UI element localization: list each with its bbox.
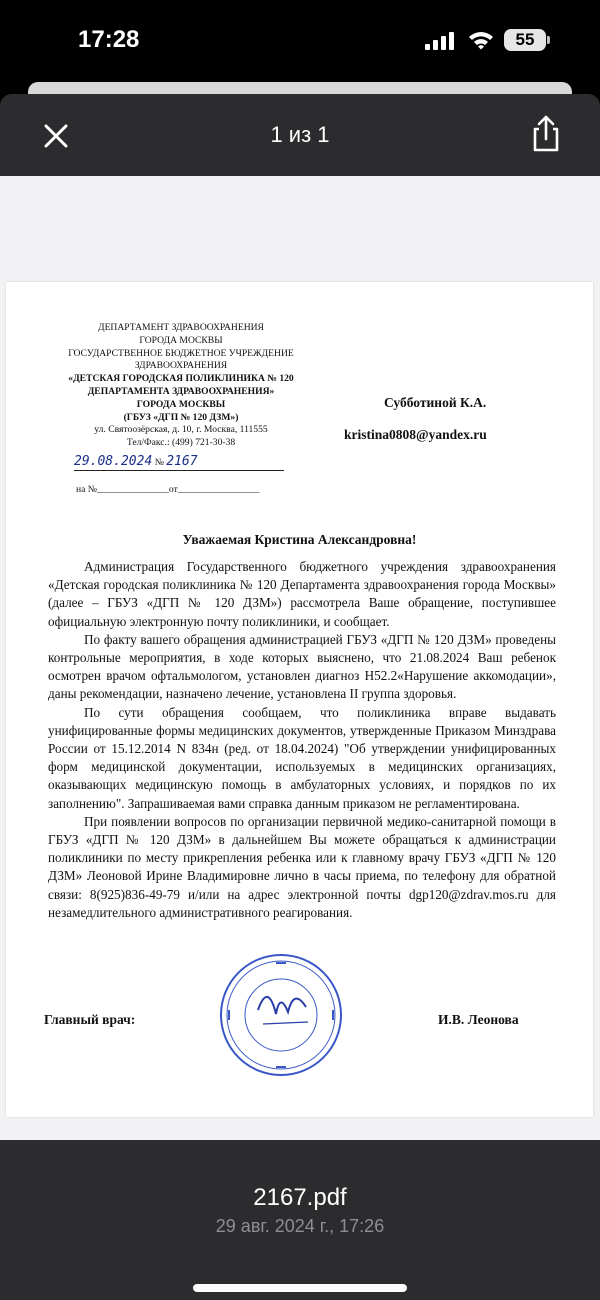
status-bar xyxy=(0,0,600,84)
sender-line: ГОРОДА МОСКВЫ xyxy=(139,334,223,346)
reference-line: на №_______________от_________________ xyxy=(76,484,260,495)
battery-cap xyxy=(547,36,550,44)
status-time: 17:28 xyxy=(78,26,140,53)
page-counter: 1 из 1 xyxy=(270,122,330,147)
sender-line: «ДЕТСКАЯ ГОРОДСКАЯ ПОЛИКЛИНИКА № 120 xyxy=(68,373,294,385)
home-indicator[interactable] xyxy=(193,1284,407,1292)
signer-title: Главный врач: xyxy=(44,1012,136,1027)
sender-line: ДЕПАРТАМЕНТ ЗДРАВООХРАНЕНИЯ xyxy=(98,322,264,333)
sender-phone: Тел/Факс.: (499) 721-30-38 xyxy=(126,437,236,449)
salutation: Уважаемая Кристина Александровна! xyxy=(182,532,417,547)
sender-line: (ГБУЗ «ДГП № 120 ДЗМ») xyxy=(123,411,239,423)
registration-number: 2167 xyxy=(166,454,198,469)
sender-line: ДЕПАРТАМЕНТА ЗДРАВООХРАНЕНИЯ» xyxy=(87,385,275,397)
share-icon[interactable] xyxy=(526,112,566,156)
document-viewport[interactable] xyxy=(0,176,600,1140)
letter-body xyxy=(48,558,556,922)
close-icon[interactable] xyxy=(36,116,76,156)
registration-date: 29.08.2024 xyxy=(74,454,153,469)
wifi-icon xyxy=(468,30,494,50)
paragraph: По сути обращения сообщаем, что поликлиника вправе выдавать унифицированные формы медицинских документов, утвержденные Приказом Минздрава России от 15.12.2014 N 834н (ред. от 18.04.2024) "Об утверждении унифицированных форм медицинской документации, используемых в медицинских организациях, оказывающих медицинскую помощь в амбулаторных условиях, и порядков по их заполнению". Запрашиваемая вами справка данным приказом не регламентирована. xyxy=(48,704,556,811)
sender-line: ЗДРАВООХРАНЕНИЯ xyxy=(134,360,228,372)
sender-block xyxy=(46,322,316,450)
file-date: 29 авг. 2024 г., 17:26 xyxy=(215,1216,385,1236)
signer-name: И.В. Леонова xyxy=(438,1012,519,1027)
cellular-signal-icon xyxy=(425,32,457,50)
viewer-header xyxy=(0,94,600,176)
registration-no-sign: № xyxy=(154,457,164,468)
paragraph: При появлении вопросов по организации первичной медико-санитарной помощи в ГБУЗ «ДГП № 120 ДЗМ» в дальнейшем Вы можете обращаться к администрации поликлиники по месту прикрепления ребенка или к главному врачу ГБУЗ «ДГП № 120 ДЗМ» Леоновой Ирине Владимировне лично в часы приема, по телефону для обратной связи: 8(925)836-49-79 и/или на адрес электронной почты dgp120@zdrav.mos.ru для незамедлительного административного реагирования. xyxy=(48,813,556,920)
paragraph: Администрация Государственного бюджетного учреждения здравоохранения «Детская городская поликлиника № 120 Департамента здравоохранения города Москвы» (далее – ГБУЗ «ДГП № 120 ДЗМ») рассмотрела Ваше обращение, поступившее официальную электронную почту поликлиники, и сообщает. xyxy=(48,559,556,629)
battery-level: 55 xyxy=(515,30,535,49)
sender-line: ГОРОДА МОСКВЫ xyxy=(136,398,226,410)
battery-icon xyxy=(504,29,546,51)
file-info-bar xyxy=(0,1140,600,1300)
sender-address: ул. Святоозёрская, д. 10, г. Москва, 111555 xyxy=(94,424,268,436)
sender-line: ГОСУДАРСТВЕННОЕ БЮДЖЕТНОЕ УЧРЕЖДЕНИЕ xyxy=(68,347,294,359)
paragraph: По факту вашего обращения администрацией ГБУЗ «ДГП № 120 ДЗМ» проведены контрольные мероприятия, в ходе которых выяснено, что 21.08.2024 Ваш ребенок осмотрен врачом офтальмологом, установлен диагноз Н52.2«Нарушение аккомодации», даны рекомендации, назначено лечение, установлена II группа здоровья. xyxy=(48,631,556,702)
recipient-email: kristina0808@yandex.ru xyxy=(344,427,487,442)
pdf-page xyxy=(6,282,593,1117)
recipient-name: Субботиной К.А. xyxy=(384,395,487,410)
official-stamp xyxy=(218,952,344,1078)
registration-line xyxy=(74,454,284,469)
file-name: 2167.pdf xyxy=(253,1184,347,1211)
